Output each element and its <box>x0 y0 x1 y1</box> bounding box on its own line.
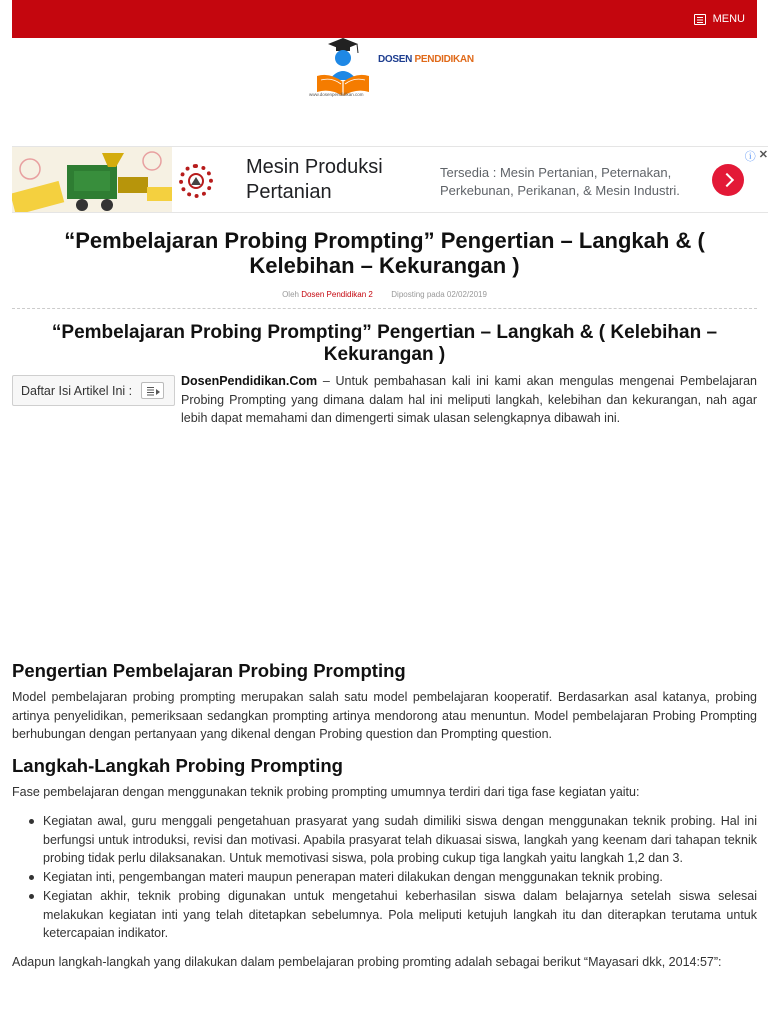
paragraph-adapun: Adapun langkah-langkah yang dilakukan dalam pembelajaran probing promting adalah sebagai berikut “Mayasari dkk, 2014:57”: <box>12 955 722 969</box>
info-icon[interactable]: ⓘ <box>744 151 756 163</box>
divider <box>12 308 757 309</box>
list-item: Kegiatan akhir, teknik probing digunakan untuk mengetahui keberhasilan siswa dalam belajarnya setelah siswa selesai melakukan kegiatan inti yang telah ditetapkan sebelumnya. Pola meliputi ketujuh langkah itu dan diterapkan terutama untuk ketercapaian indikator. <box>43 887 757 943</box>
heading-langkah: Langkah-Langkah Probing Prompting <box>12 755 343 776</box>
paragraph-pengertian: Model pembelajaran probing prompting merupakan salah satu model pembelajaran kooperatif. Berdasarkan asal katanya, probing artinya penyelidikan, pemeriksaan sedangkan prompting artinya mendorong atau menuntun. Model pembelajaran Probing Prompting berhubungan dengan pertanyaan yang dikenal dengan Probing question dan Prompting question. <box>12 690 757 742</box>
toc-toggle-button[interactable] <box>141 382 164 399</box>
menu-button[interactable] <box>694 10 745 28</box>
ad-company-logo-icon <box>179 164 213 198</box>
ad-headline[interactable]: Mesin Produksi Pertanian <box>246 156 383 203</box>
list-item: Kegiatan awal, guru menggali pengetahuan prasyarat yang sudah dimiliki siswa dengan menggunakan teknik probing. Hal ini berfungsi untuk introduksi, revisi dan motivasi. Apabila prasyarat telah dikuasai siswa, langkah yang keenam dari tahapan teknik probing tidak perlu dilaksanakan. Untuk memotivasi siswa, pola probing cukup tiga langkah yaitu langkah 1,2 dan 3. <box>43 812 757 868</box>
article-subtitle: “Pembelajaran Probing Prompting” Pengertian – Langkah & ( Kelebihan – Kekurangan ) <box>51 322 718 365</box>
heading-pengertian: Pengertian Pembelajaran Probing Prompting <box>12 660 406 681</box>
article-meta <box>12 290 757 299</box>
machine-image <box>12 147 172 213</box>
toc-label: Daftar Isi Artikel Ini : <box>21 384 133 398</box>
meta-posted-date: Diposting pada 02/02/2019 <box>391 290 487 299</box>
ad-banner[interactable] <box>12 146 768 213</box>
logo-url-text: www.dosenpendidikan.com <box>309 92 364 97</box>
menu-icon <box>694 14 706 25</box>
intro-text: – Untuk pembahasan kali ini kami akan mengulas mengenai Pembelajaran Probing Prompting yang dimana dalam hal ini meliputi langkah, kelebihan dan kekurangan, nah agar lebih dapat memahami dan dimengerti simak ulasan selengkapnya dibawah ini. <box>181 374 757 426</box>
paragraph-langkah: Fase pembelajaran dengan menggunakan teknik probing prompting umumnya terdiri dari tiga fase kegiatan yaitu: <box>12 785 640 799</box>
intro-paragraph <box>181 372 757 428</box>
steps-list <box>43 812 757 943</box>
ad-choices[interactable] <box>745 148 768 164</box>
table-of-contents <box>12 375 175 406</box>
ad-description: Tersedia : Mesin Pertanian, Peternakan, Perkebunan, Perikanan, & Mesin Industri. <box>440 165 680 198</box>
article-title: “Pembelajaran Probing Prompting” Pengertian – Langkah & ( Kelebihan – Kekurangan ) <box>64 228 705 278</box>
menu-label: MENU <box>712 13 745 25</box>
top-navbar <box>12 0 757 38</box>
ad-open-button[interactable] <box>712 164 744 196</box>
meta-by: Oleh <box>282 290 299 299</box>
close-icon[interactable]: ✕ <box>758 149 768 161</box>
intro-brand: DosenPendidikan.Com <box>181 374 318 388</box>
ad-image <box>12 147 172 213</box>
meta-author-link[interactable]: Dosen Pendidikan 2 <box>301 290 373 299</box>
site-logo[interactable] <box>305 36 474 102</box>
list-item: Kegiatan inti, pengembangan materi maupun penerapan materi dilakukan dengan menggunakan teknik probing. <box>43 868 757 887</box>
logo-brand-text: DOSEN PENDIDIKAN <box>378 54 474 65</box>
